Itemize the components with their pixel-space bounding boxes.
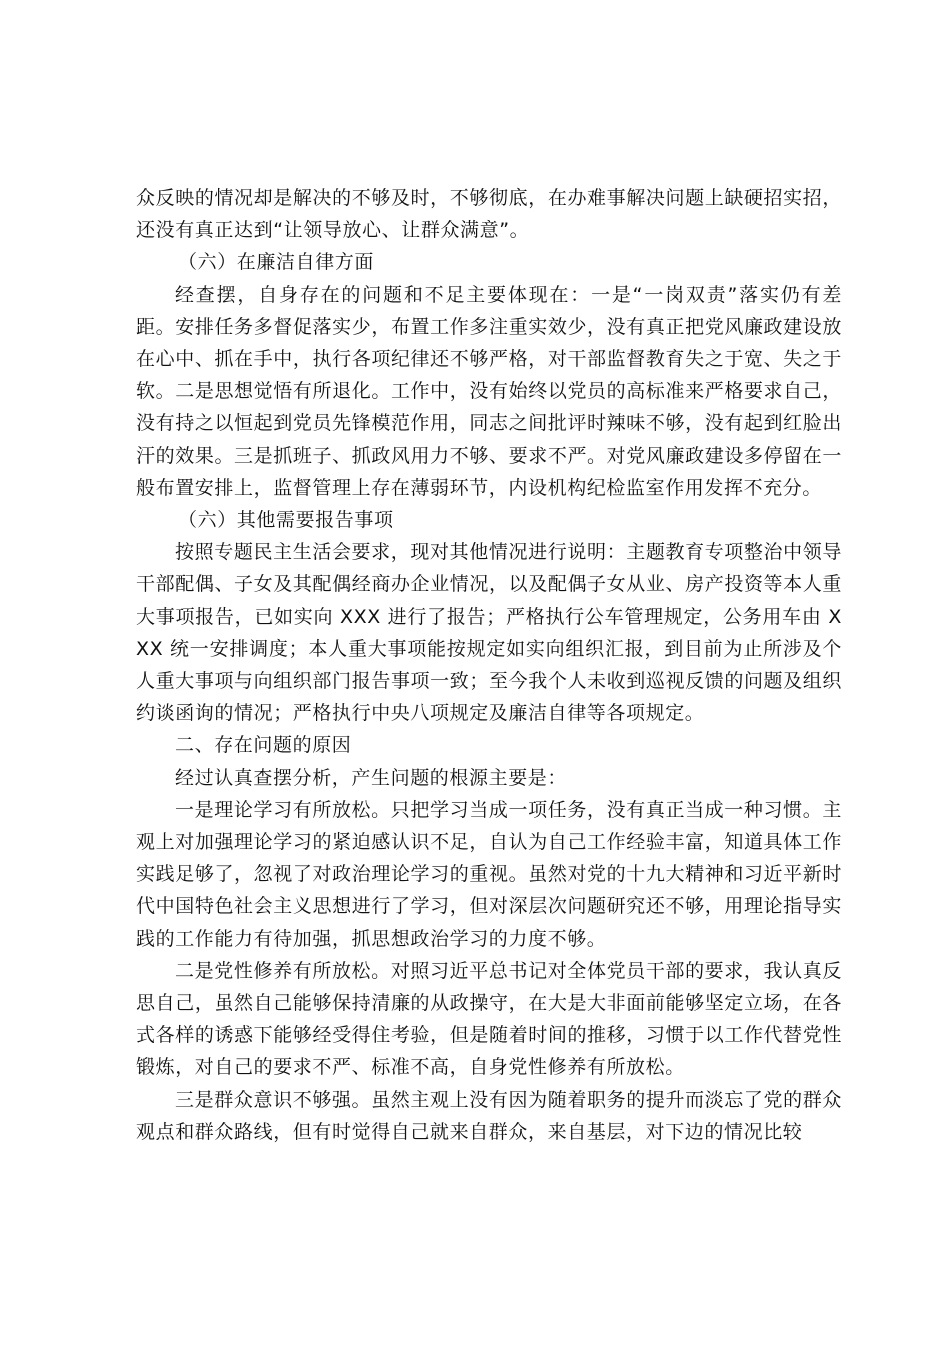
- section-heading-causes: 二、存在问题的原因: [175, 734, 352, 757]
- paragraph-integrity: 经查摆，自身存在的问题和不足主要体现在：一是“一岗双责”落实仍有差距。安排任务多督促落实少，布置工作多注重实效少，没有真正把党风廉政建设放在心中、抓在手中，执行各项纪律还不够严格，对干部监督教育失之于宽、失之于软。二是思想觉悟有所退化。工作中，没有始终以党员的高标准来严格要求自己，没有持之以恒起到党员先锋模范作用，同志之间批评时辣味不够，没有起到红脸出汗的效果。三是抓班子、抓政风用力不够、要求不严。对党风廉政建设多停留在一般布置安排上，监督管理上存在薄弱环节，内设机构纪检监室作用发挥不充分。: [136, 283, 842, 499]
- document-body: [136, 182, 842, 1148]
- paragraph-causes-intro: 经过认真查摆分析，产生问题的根源主要是：: [175, 766, 568, 789]
- paragraph-cause-mass-awareness: 三是群众意识不够强。虽然主观上没有因为随着职务的提升而淡忘了党的群众观点和群众路线，但有时觉得自己就来自群众，来自基层，对下边的情况比较: [136, 1088, 842, 1143]
- paragraph-cause-theory: 一是理论学习有所放松。只把学习当成一项任务，没有真正当成一种习惯。主观上对加强理论学习的紧迫感认识不足，自认为自己工作经验丰富，知道具体工作实践足够了，忽视了对政治理论学习的重视。虽然对党的十九大精神和习近平新时代中国特色社会主义思想进行了学习，但对深层次问题研究还不够，用理论指导实践的工作能力有待加强，抓思想政治学习的力度不够。: [136, 798, 842, 950]
- paragraph-cause-party-spirit: 二是党性修养有所放松。对照习近平总书记对全体党员干部的要求，我认真反思自己，虽然自己能够保持清廉的从政操守，在大是大非面前能够坚定立场，在各式各样的诱惑下能够经受得住考验，但是随着时间的推移，习惯于以工作代替党性锻炼，对自己的要求不严、标准不高，自身党性修养有所放松。: [136, 959, 842, 1079]
- section-heading-integrity: （六）在廉洁自律方面: [178, 251, 375, 274]
- paragraph-continuation: 众反映的情况却是解决的不够及时，不够彻底，在办难事解决问题上缺硬招实招，还没有真正达到“让领导放心、让群众满意”。: [136, 187, 842, 242]
- section-heading-other-matters: （六）其他需要报告事项: [178, 509, 394, 532]
- paragraph-other-matters: 按照专题民主生活会要求，现对其他情况进行说明：主题教育专项整治中领导干部配偶、子女及其配偶经商办企业情况，以及配偶子女从业、房产投资等本人重大事项报告，已如实向 XXX 进行了报告；严格执行公车管理规定，公务用车由 XXX 统一安排调度；本人重大事项能按规定如实向组织汇报，到目前为止所涉及个人重大事项与向组织部门报告事项一致；至今我个人未收到巡视反馈的问题及组织约谈函询的情况；严格执行中央八项规定及廉洁自律等各项规定。: [136, 541, 842, 725]
